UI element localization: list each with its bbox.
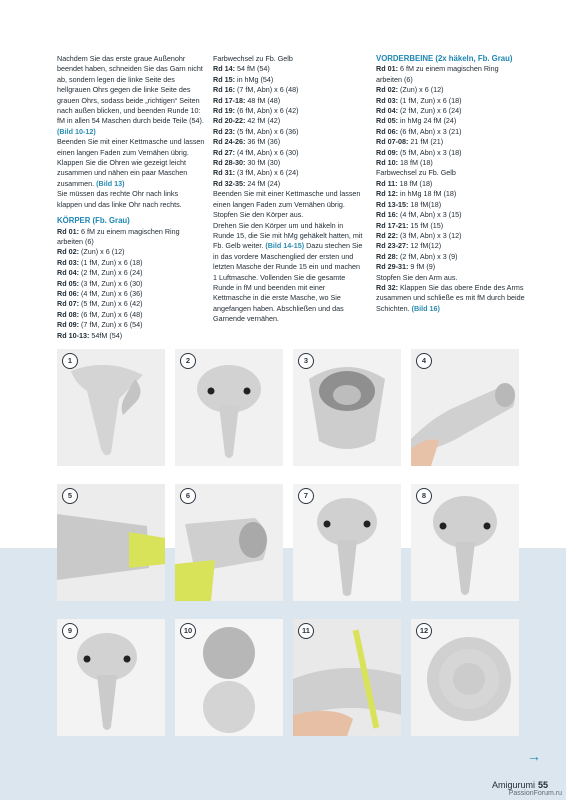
round-row bbox=[213, 168, 363, 178]
round-label: Rd 32-35: bbox=[213, 178, 246, 188]
round-row bbox=[376, 221, 526, 231]
round-label: Rd 20-22: bbox=[213, 116, 246, 126]
paragraph: Beenden Sie mit einer Kettmasche und lassen einen langen Faden zum Vernähen übrig. Klappen Sie die Ohren wie gezeigt leicht zusammen und nähen ein paar Maschen zusammen. (Bild 13) bbox=[57, 137, 205, 188]
round-instruction: 30 fM (30) bbox=[245, 158, 281, 168]
round-instruction: 48 fM (48) bbox=[245, 95, 281, 105]
round-label: Rd 02: bbox=[376, 85, 398, 95]
step-badge: 10 bbox=[180, 623, 196, 639]
round-row bbox=[57, 331, 205, 341]
round-label: Rd 15: bbox=[213, 74, 235, 84]
image-ref: (Bild 10-12) bbox=[57, 126, 96, 136]
round-row bbox=[376, 210, 526, 220]
round-label: Rd 04: bbox=[57, 268, 79, 278]
round-list bbox=[376, 64, 526, 168]
round-instruction: 18 fM (18) bbox=[397, 158, 433, 168]
image-ref: (Bild 16) bbox=[411, 303, 440, 313]
round-row bbox=[213, 116, 363, 126]
round-row bbox=[213, 106, 363, 116]
round-instruction: 21 fM (21) bbox=[408, 137, 444, 147]
step-badge: 11 bbox=[298, 623, 314, 639]
round-row bbox=[376, 106, 526, 116]
photo-8-head bbox=[411, 484, 519, 601]
round-instruction: 18 fM(18) bbox=[408, 199, 442, 209]
photo-9-head bbox=[57, 619, 165, 736]
round-row bbox=[57, 247, 205, 257]
round-row bbox=[213, 85, 363, 95]
round-row bbox=[376, 158, 526, 168]
round-row bbox=[376, 262, 526, 272]
color-change-note: Farbwechsel zu Fb. Gelb bbox=[376, 168, 456, 178]
round-label: Rd 16: bbox=[376, 210, 398, 220]
step-badge: 7 bbox=[298, 488, 314, 504]
photo-1-ears bbox=[57, 349, 165, 466]
round-row bbox=[213, 64, 363, 74]
round-row bbox=[376, 137, 526, 147]
round-label: Rd 05: bbox=[57, 278, 79, 288]
round-label: Rd 24-26: bbox=[213, 137, 246, 147]
round-label: Rd 17-18: bbox=[213, 95, 246, 105]
round-row bbox=[376, 116, 526, 126]
text-column-1 bbox=[57, 54, 205, 341]
round-instruction: 6 fM zu einem magischen Ring arbeiten (6) bbox=[376, 64, 499, 84]
round-label: Rd 28-30: bbox=[213, 158, 246, 168]
photo-11-crochet bbox=[293, 619, 401, 736]
round-list bbox=[376, 179, 526, 273]
round-row bbox=[376, 85, 526, 95]
paragraph: Stopfen Sie den Arm aus. bbox=[376, 272, 458, 282]
round-row bbox=[376, 231, 526, 241]
round-row bbox=[57, 279, 205, 289]
round-row bbox=[57, 310, 205, 320]
round-label: Rd 01: bbox=[376, 64, 398, 74]
page-number: 55 bbox=[537, 780, 548, 790]
round-row bbox=[57, 299, 205, 309]
round-instruction: (6 fM, Zun) x 6 (48) bbox=[78, 309, 143, 319]
round-label: Rd 06: bbox=[57, 288, 79, 298]
round-label: Rd 11: bbox=[376, 178, 398, 188]
round-label: Rd 05: bbox=[376, 116, 398, 126]
round-label: Rd 31: bbox=[213, 168, 235, 178]
round-row bbox=[376, 64, 526, 85]
round-label: Rd 17-21: bbox=[376, 220, 409, 230]
section-heading-vorderbeine: VORDERBEINE (2x häkeln, Fb. Grau) bbox=[376, 54, 513, 63]
round-row: Rd 32: Klappen Sie das obere Ende des Arms zusammen und schließe es mit fM durch beide Schichten. (Bild 16) bbox=[376, 282, 525, 313]
step-badge: 5 bbox=[62, 488, 78, 504]
round-row bbox=[376, 127, 526, 137]
round-instruction: in hMg 24 fM (24) bbox=[397, 116, 457, 126]
page-footer bbox=[492, 780, 548, 790]
photo-3-inside bbox=[293, 349, 401, 466]
round-row bbox=[213, 96, 363, 106]
round-instruction: (2 fM, Zun) x 6 (24) bbox=[397, 106, 462, 116]
round-label: Rd 04: bbox=[376, 106, 398, 116]
round-label: Rd 03: bbox=[376, 95, 398, 105]
paragraph: Sie müssen das rechte Ohr nach links klappen und das linke Ohr nach rechts. bbox=[57, 189, 182, 209]
round-label: Rd 22: bbox=[376, 230, 398, 240]
round-list bbox=[213, 64, 363, 189]
image-ref: (Bild 13) bbox=[96, 178, 125, 188]
image-ref: (Bild 14-15) bbox=[265, 241, 305, 251]
round-instruction: (Zun) x 6 (12) bbox=[78, 247, 125, 257]
magazine-name: Amigurumi bbox=[491, 780, 535, 790]
round-instruction: (2 fM, Zun) x 6 (24) bbox=[78, 268, 143, 278]
round-row bbox=[376, 200, 526, 210]
round-list bbox=[57, 227, 205, 341]
step-badge: 9 bbox=[62, 623, 78, 639]
round-instruction: (1 fM, Zun) x 6 (18) bbox=[397, 95, 462, 105]
round-instruction: (5 fM, Zun) x 6 (42) bbox=[78, 299, 143, 309]
watermark: PassionForum.ru bbox=[508, 790, 562, 797]
round-label: Rd 27: bbox=[213, 147, 235, 157]
round-label: Rd 28: bbox=[376, 251, 398, 261]
round-row bbox=[57, 227, 205, 248]
round-label: Rd 13-15: bbox=[376, 199, 409, 209]
step-badge: 6 bbox=[180, 488, 196, 504]
round-instruction: in hMg (54) bbox=[234, 74, 274, 84]
round-instruction: (2 fM, Abn) x 3 (9) bbox=[397, 251, 458, 261]
step-badge: 4 bbox=[416, 353, 432, 369]
round-row bbox=[376, 252, 526, 262]
round-row bbox=[213, 137, 363, 147]
round-row bbox=[376, 189, 526, 199]
round-row bbox=[376, 179, 526, 189]
round-instruction: 18 fM (18) bbox=[397, 178, 433, 188]
round-instruction: 54 fM (54) bbox=[234, 64, 270, 74]
round-instruction: 15 fM (15) bbox=[408, 220, 444, 230]
round-row bbox=[57, 320, 205, 330]
round-label: Rd 07: bbox=[57, 299, 79, 309]
text-column-3 bbox=[376, 54, 526, 314]
round-row bbox=[213, 127, 363, 137]
round-instruction: (4 fM, Abn) x 6 (30) bbox=[234, 147, 299, 157]
photo-12-circle bbox=[411, 619, 519, 736]
round-label: Rd 08: bbox=[57, 309, 79, 319]
photo-10-circles bbox=[175, 619, 283, 736]
round-instruction: (5 fM, Abn) x 3 (18) bbox=[397, 147, 462, 157]
paragraph: Beenden Sie mit einer Kettmasche und lassen einen langen Faden zum Vernähen übrig. Stopfen Sie den Körper aus. bbox=[213, 189, 361, 220]
round-instruction: (3 fM, Abn) x 6 (24) bbox=[234, 168, 299, 178]
photo-2-head bbox=[175, 349, 283, 466]
round-instruction: (6 fM, Abn) x 3 (21) bbox=[397, 126, 462, 136]
round-label: Rd 12: bbox=[376, 189, 398, 199]
step-badge: 12 bbox=[416, 623, 432, 639]
round-instruction: (6 fM, Abn) x 6 (42) bbox=[234, 106, 299, 116]
round-instruction: (3 fM, Zun) x 6 (30) bbox=[78, 278, 143, 288]
round-label: Rd 09: bbox=[376, 147, 398, 157]
photo-5-arm-yellow bbox=[57, 484, 165, 601]
round-label: Rd 10: bbox=[376, 158, 398, 168]
text-column-2 bbox=[213, 54, 363, 325]
round-row bbox=[376, 241, 526, 251]
round-instruction: in hMg 18 fM (18) bbox=[397, 189, 457, 199]
round-instruction: (4 fM, Zun) x 6 (36) bbox=[78, 288, 143, 298]
step-badge: 2 bbox=[180, 353, 196, 369]
round-label: Rd 16: bbox=[213, 85, 235, 95]
round-label: Rd 06: bbox=[376, 126, 398, 136]
round-instruction: 6 fM zu einem magischen Ring arbeiten (6) bbox=[57, 226, 180, 246]
round-row bbox=[213, 75, 363, 85]
round-instruction: (3 fM, Abn) x 3 (12) bbox=[397, 230, 462, 240]
step-badge: 8 bbox=[416, 488, 432, 504]
round-row bbox=[376, 148, 526, 158]
round-label: Rd 23: bbox=[213, 126, 235, 136]
paragraph: Drehen Sie den Körper um und häkeln in Runde 15, die Sie mit hMg gehäkelt hatten, mit Fb. Gelb weiter. (Bild 14-15) Dazu stechen Sie in das vordere Maschenglied der ersten und letzten Masche der Runde 15 ein und machen 1 Luftmasche. Vollenden Sie die gesamte Runde in fM und beenden mit einer Kettmasche in die erste Masche, wo Sie angefangen haben. Abschließen und das Garnende vernähen. bbox=[213, 220, 363, 324]
round-instruction: 9 fM (9) bbox=[408, 262, 436, 272]
next-arrow-icon: → bbox=[527, 748, 541, 764]
round-instruction: (7 fM, Abn) x 6 (48) bbox=[234, 85, 299, 95]
round-row bbox=[213, 158, 363, 168]
photo-7-head bbox=[293, 484, 401, 601]
step-badge: 3 bbox=[298, 353, 314, 369]
round-row bbox=[213, 148, 363, 158]
round-row bbox=[376, 96, 526, 106]
round-instruction: (5 fM, Abn) x 6 (36) bbox=[234, 126, 299, 136]
round-instruction: (1 fM, Zun) x 6 (18) bbox=[78, 257, 143, 267]
round-label: Rd 02: bbox=[57, 247, 79, 257]
round-row bbox=[57, 268, 205, 278]
round-label: Rd 01: bbox=[57, 226, 79, 236]
round-label: Rd 03: bbox=[57, 257, 79, 267]
round-instruction: 54fM (54) bbox=[89, 330, 123, 340]
color-change-note: Farbwechsel zu Fb. Gelb bbox=[213, 54, 293, 63]
step-badge: 1 bbox=[62, 353, 78, 369]
round-label: Rd 19: bbox=[213, 106, 235, 116]
intro-paragraph: Nachdem Sie das erste graue Außenohr beendet haben, schneiden Sie das Garn nicht ab, sondern legen die linke Seite des hellgrauen Ohrs gegen die linke Seite des grauen Ohrs, sodass beide „richtigen“ Seiten nach außen blicken, und beenden Runde 10: fM in allen 54 Maschen durch beide Teile (54). (Bild 10-12) bbox=[57, 54, 204, 136]
round-label: Rd 29-31: bbox=[376, 262, 409, 272]
round-row bbox=[57, 258, 205, 268]
round-instruction: 42 fM (42) bbox=[245, 116, 281, 126]
round-row bbox=[57, 289, 205, 299]
photo-6-arm-end bbox=[175, 484, 283, 601]
round-label: Rd 07-08: bbox=[376, 137, 409, 147]
round-label: Rd 09: bbox=[57, 320, 79, 330]
round-instruction: 36 fM (36) bbox=[245, 137, 281, 147]
round-label: Rd 14: bbox=[213, 64, 235, 74]
round-instruction: 12 fM(12) bbox=[408, 241, 442, 251]
round-instruction: (4 fM, Abn) x 3 (15) bbox=[397, 210, 462, 220]
photo-4-arm bbox=[411, 349, 519, 466]
round-instruction: (7 fM, Zun) x 6 (54) bbox=[78, 320, 143, 330]
round-label: Rd 23-27: bbox=[376, 241, 409, 251]
round-instruction: 24 fM (24) bbox=[245, 178, 281, 188]
round-instruction: (Zun) x 6 (12) bbox=[397, 85, 444, 95]
round-label: Rd 10-13: bbox=[57, 330, 90, 340]
section-heading-koerper: KÖRPER (Fb. Grau) bbox=[57, 216, 130, 226]
round-row bbox=[213, 179, 363, 189]
